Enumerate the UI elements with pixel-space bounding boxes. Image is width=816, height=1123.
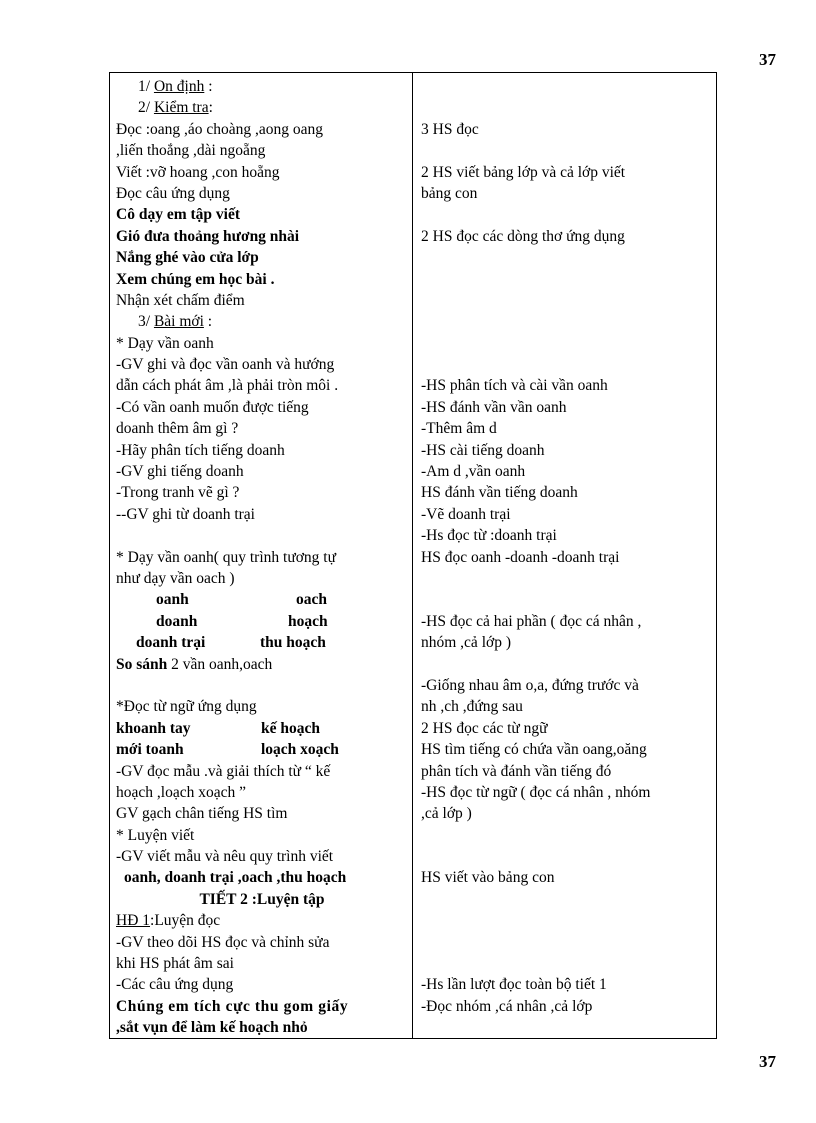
text-line: GV gạch chân tiếng HS tìm: [116, 805, 288, 823]
text-line: Đọc :oang ,áo choàng ,aong oang: [116, 120, 324, 138]
word: loạch xoạch: [261, 741, 339, 759]
word: hoạch: [288, 612, 328, 630]
text-line: dẫn cách phát âm ,là phải tròn môi .: [116, 377, 339, 395]
poem-line: Nắng ghé vào cửa lớp: [116, 249, 259, 267]
text-line: -Các câu ứng dụng: [116, 976, 234, 994]
text-line: So sánh 2 vần oanh,oach: [116, 655, 273, 673]
text-line: -HS cài tiếng doanh: [421, 441, 545, 459]
text-line: HS đọc oanh -doanh -doanh trại: [421, 548, 620, 566]
text-line: HĐ 1:Luyện đọc: [116, 912, 221, 930]
text-line: 2 HS đọc các từ ngữ: [421, 719, 548, 737]
text-line: -HS phân tích và cài vần oanh: [421, 377, 608, 395]
section-heading: Bài mới: [153, 313, 204, 331]
lesson-table: [109, 72, 717, 1039]
text-line: Nhận xét chấm điểm: [116, 291, 245, 309]
poem-line: Gió đưa thoảng hương nhài: [116, 227, 300, 245]
text-line: oanh, doanh trại ,oach ,thu hoạch: [124, 869, 347, 887]
text-line: -Hs đọc từ :doanh trại: [421, 527, 557, 545]
text-line: ,liến thoắng ,dài ngoẵng: [116, 142, 266, 160]
section-kiem-tra: 2/ Kiểm tra:: [138, 99, 213, 117]
word: doanh trại: [136, 634, 206, 652]
student-column: [421, 76, 711, 1017]
text-line: Đọc câu ứng dụng: [116, 184, 230, 202]
word-pair-row: [116, 739, 408, 760]
text-line: -HS đọc từ ngữ ( đọc cá nhân , nhóm: [421, 783, 651, 801]
text-line: -Có vần oanh muốn được tiếng: [116, 398, 309, 416]
section-heading: Kiểm tra: [153, 99, 209, 117]
text-line: HS tìm tiếng có chứa vần oang,oăng: [421, 741, 647, 759]
word-pair-row: [116, 589, 408, 610]
text-line: -Thêm âm d: [421, 420, 497, 438]
text-line: -Đọc nhóm ,cá nhân ,cả lớp: [421, 997, 593, 1015]
poem-line: Xem chúng em học bài .: [116, 270, 275, 288]
text-line: khi HS phát âm sai: [116, 955, 234, 973]
text-line: -HS đánh vần vần oanh: [421, 398, 567, 416]
text-line: -Trong tranh vẽ gì ?: [116, 484, 240, 502]
text-line: -Vẽ doanh trại: [421, 505, 511, 523]
poem-line: Cô dạy em tập viết: [116, 206, 240, 224]
text-line: nh ,ch ,đứng sau: [421, 698, 523, 716]
text-line: -HS đọc cả hai phần ( đọc cá nhân ,: [421, 612, 642, 630]
text-line: --GV ghi từ doanh trại: [116, 505, 255, 523]
text-line: -GV viết mẫu và nêu quy trình viết: [116, 848, 334, 866]
page-number-bottom: 37: [759, 1052, 776, 1071]
section-bai-moi: 3/ Bài mới :: [138, 313, 213, 331]
text-line: * Dạy vần oanh( quy trình tương tự: [116, 548, 337, 566]
text-line: ,cả lớp ): [421, 805, 472, 823]
word: kế hoạch: [261, 719, 320, 737]
text-line: -Hãy phân tích tiếng doanh: [116, 441, 285, 459]
text-line: hoạch ,loạch xoạch ”: [116, 783, 246, 801]
text-line: -GV ghi tiếng doanh: [116, 463, 244, 481]
word: oanh: [156, 591, 189, 609]
text-line: 2 HS đọc các dòng thơ ứng dụng: [421, 227, 625, 245]
word: mới toanh: [116, 741, 184, 759]
text-line: bảng con: [421, 184, 478, 202]
text-line: 3 HS đọc: [421, 120, 479, 138]
text-line: ,sắt vụn để làm kế hoạch nhỏ: [116, 1019, 308, 1037]
text-line: 2 HS viết bảng lớp và cả lớp viết: [421, 163, 626, 181]
text-line: Chúng em tích cực thu gom giấy: [116, 997, 349, 1015]
text-line: * Luyện viết: [116, 826, 195, 844]
word: thu hoạch: [260, 634, 326, 652]
text-line: HS viết vào bảng con: [421, 869, 555, 887]
text-line: Viết :vỡ hoang ,con hoẵng: [116, 163, 280, 181]
text-line: -GV đọc mẫu .và giải thích từ “ kế: [116, 762, 331, 780]
word-pair-row: [116, 718, 408, 739]
word: oach: [296, 591, 327, 609]
column-divider: [412, 73, 413, 1038]
section-on-dinh: 1/ On định :: [138, 78, 213, 95]
word-pair-row: [116, 632, 408, 653]
word: khoanh tay: [116, 719, 191, 737]
tiet-2-heading: TIẾT 2 :Luyện tập: [199, 890, 325, 908]
text-line: phân tích và đánh vần tiếng đó: [421, 762, 612, 780]
page-number-top: 37: [759, 50, 776, 69]
text-line: -Giống nhau âm o,a, đứng trước và: [421, 676, 639, 694]
section-heading: On định: [153, 78, 205, 95]
text-line: * Dạy vần oanh: [116, 334, 214, 352]
text-line: *Đọc từ ngữ ứng dụng: [116, 698, 257, 716]
word: doanh: [156, 612, 198, 630]
text-line: doanh thêm âm gì ?: [116, 420, 239, 438]
text-line: -Am d ,vần oanh: [421, 463, 526, 481]
text-line: HS đánh vần tiếng doanh: [421, 484, 578, 502]
text-line: -Hs lần lượt đọc toàn bộ tiết 1: [421, 976, 607, 994]
teacher-column: [116, 76, 408, 1039]
text-line: -GV ghi và đọc vần oanh và hướng: [116, 356, 335, 374]
text-line: như dạy vần oach ): [116, 569, 235, 587]
text-line: -GV theo dõi HS đọc và chỉnh sửa: [116, 933, 330, 951]
word-pair-row: [116, 611, 408, 632]
text-line: nhóm ,cả lớp ): [421, 634, 511, 652]
